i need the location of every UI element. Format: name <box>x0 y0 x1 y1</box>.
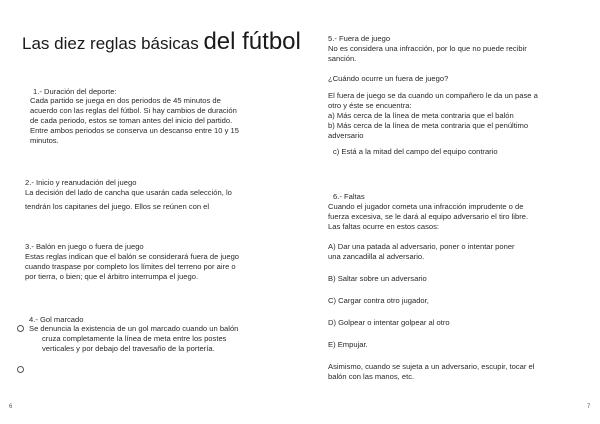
bullet-circle-icon <box>17 325 24 332</box>
page-title <box>22 28 301 56</box>
section-4-line: cruza completamente la línea de meta entre los postes <box>42 334 227 343</box>
bullet-circle-icon <box>17 366 24 373</box>
right-page <box>300 0 600 424</box>
section-6-heading: 6.- Faltas <box>333 192 365 201</box>
section-5-intro: sanción. <box>328 54 357 63</box>
section-5-line: El fuera de juego se da cuando un compañero le da un pase a <box>328 91 538 100</box>
section-1-line: de cada periodo, estos se toman antes del inicio del partido. <box>30 116 233 125</box>
page-number-left: 6 <box>9 404 13 410</box>
section-5-line: adversario <box>328 131 364 140</box>
section-3-line: Estas reglas indican que el balón se considerará fuera de juego <box>25 252 240 261</box>
section-6-item-d: D) Golpear o intentar golpear al otro <box>328 318 450 327</box>
section-2-line: La decisión del lado de cancha que usarán cada selección, lo <box>25 188 232 197</box>
section-4-line: Se denuncia la existencia de un gol marcado cuando un balón <box>29 324 239 333</box>
section-5-line: b) Más cerca de la línea de meta contraria que el penúltimo <box>328 121 529 130</box>
section-2 <box>25 178 232 212</box>
section-3-heading: 3.- Balón en juego o fuera de juego <box>25 242 144 251</box>
section-1-heading: 1.- Duración del deporte: <box>33 87 117 96</box>
section-5-item-c: c) Está a la mitad del campo del equipo contrario <box>333 147 498 156</box>
section-6-line: Las faltas ocurre en estos casos: <box>328 222 440 231</box>
page-number-right: 7 <box>587 404 591 410</box>
section-1-line: acuerdo con las reglas del fútbol. Si hay cambios de duración <box>30 106 237 115</box>
section-6-item-b: B) Saltar sobre un adversario <box>328 274 427 283</box>
section-6 <box>333 192 365 202</box>
section-6-body <box>328 202 534 382</box>
section-3-line: por tierra, o bien; que el árbitro interrumpa el juego. <box>25 272 199 281</box>
section-6-closing: balón con las manos, etc. <box>328 372 415 381</box>
section-3 <box>25 242 239 282</box>
section-3-line: cuando traspase por completo los límites del terreno por aire o <box>25 262 236 271</box>
section-6-item-a: una zancadilla al adversario. <box>328 252 425 261</box>
section-6-closing: Asimismo, cuando se sujeta a un adversario, escupir, tocar el <box>328 362 535 371</box>
section-2-line: tendrán los capitanes del juego. Ellos se reúnen con el <box>25 202 210 211</box>
title-part-1: Las diez reglas básicas <box>22 34 204 53</box>
section-6-line: fuerza excesiva, se le dará al equipo adversario el tiro libre. <box>328 212 529 221</box>
section-5-heading: 5.- Fuera de juego <box>328 34 391 43</box>
section-5-line: otro y éste se encuentra: <box>328 101 412 110</box>
section-4-heading: 4.- Gol marcado <box>29 315 84 324</box>
section-2-heading: 2.- Inicio y reanudación del juego <box>25 178 137 187</box>
section-5-line: a) Más cerca de la línea de meta contraria que el balón <box>328 111 514 120</box>
title-part-2: del fútbol <box>203 28 301 55</box>
section-4-body <box>29 324 238 354</box>
section-1-line: Entre ambos periodos se conserva un descanso entre 10 y 15 <box>30 126 239 135</box>
section-5 <box>328 34 538 157</box>
section-6-item-c: C) Cargar contra otro jugador, <box>328 296 429 305</box>
section-1-body <box>30 96 239 146</box>
section-5-question: ¿Cuándo ocurre un fuera de juego? <box>328 74 449 83</box>
section-1-line: Cada partido se juega en dos periodos de 45 minutos de <box>30 96 221 105</box>
section-5-intro: No es considera una infracción, por lo que no puede recibir <box>328 44 527 53</box>
section-1-line: minutos. <box>30 136 59 145</box>
section-6-line: Cuando el jugador cometa una infracción imprudente o de <box>328 202 524 211</box>
section-6-item-e: E) Empujar. <box>328 340 368 349</box>
section-6-item-a: A) Dar una patada al adversario, poner o intentar poner <box>328 242 515 251</box>
section-4-line: verticales y por debajo del travesaño de la portería. <box>42 344 215 353</box>
